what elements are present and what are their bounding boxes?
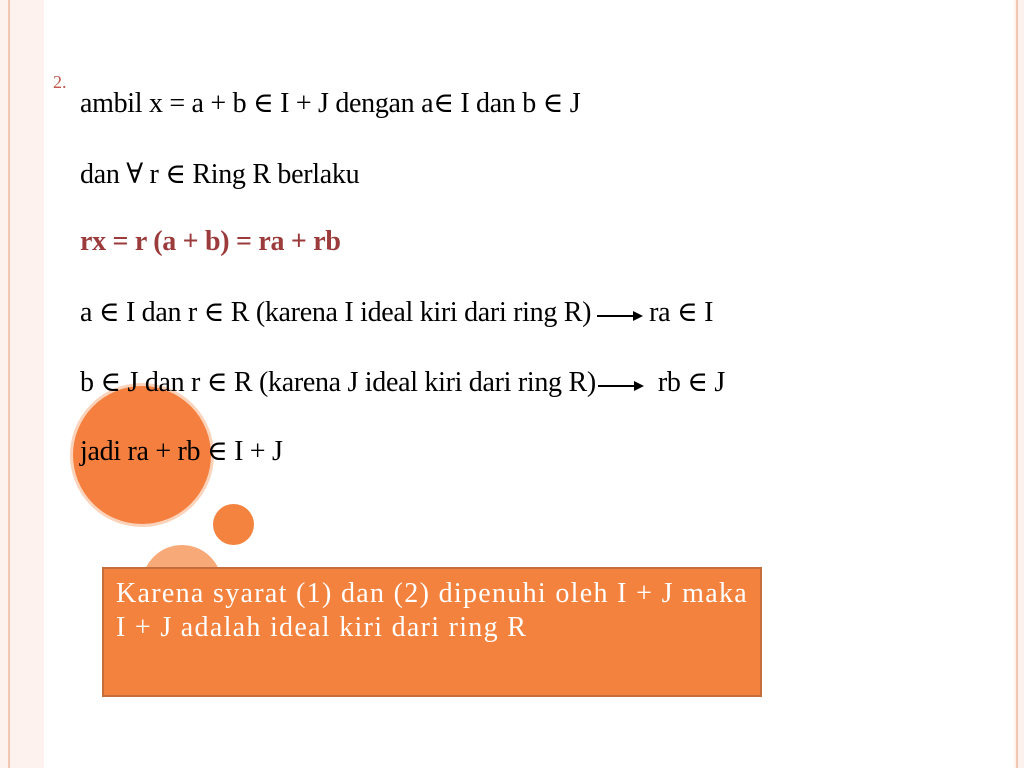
proof-line-5-premise: b ∈ J dan r ∈ R (karena J ideal kiri dari ring R) [80,367,596,398]
item-number: 2. [53,72,67,92]
left-decor-line [8,0,10,768]
proof-line-4-conclusion: ra ∈ I [649,297,714,328]
proof-line-1: ambil x = a + b ∈ I + J dengan a∈ I dan b ∈ J [80,88,581,119]
decor-circle-small [213,504,254,545]
proof-line-4-premise: a ∈ I dan r ∈ R (karena I ideal kiri dari ring R) [80,297,592,328]
proof-line-3-highlight: rx = r (a + b) = ra + rb [80,226,341,257]
arrow-right-icon [597,305,643,325]
arrow-right-icon [598,375,644,395]
conclusion-callout: Karena syarat (1) dan (2) dipenuhi oleh I + J maka I + J adalah ideal kiri dari ring R [102,567,762,697]
right-decor-line [1016,0,1018,768]
proof-line-4 [80,295,713,329]
proof-line-6: jadi ra + rb ∈ I + J [80,436,283,467]
proof-line-5-conclusion: rb ∈ J [657,367,725,398]
proof-line-2: dan ∀ r ∈ Ring R berlaku [80,159,360,190]
proof-line-5 [80,365,725,399]
